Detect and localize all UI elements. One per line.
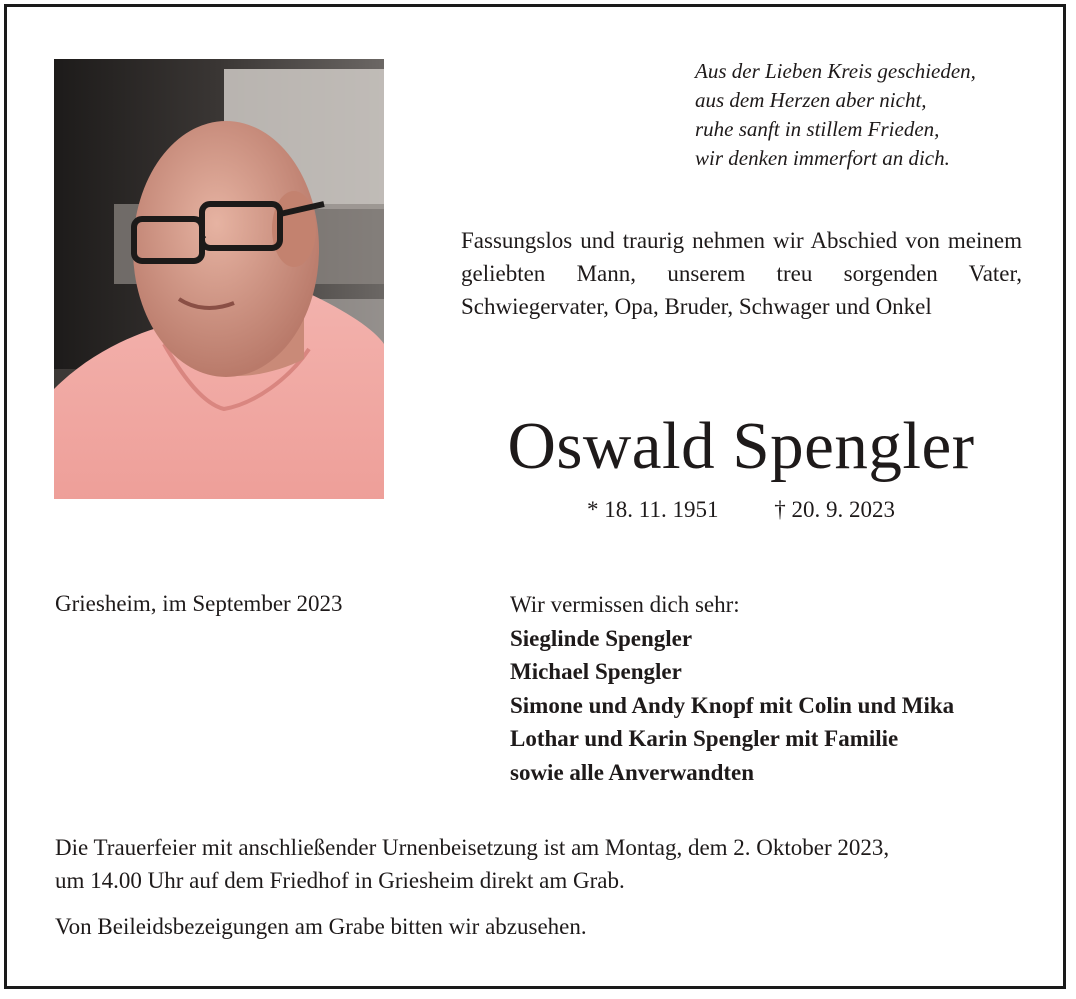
intro-text: Fassungslos und traurig nehmen wir Abschied von meinem geliebten Mann, unserem treu sorgenden Vater, Schwiegervater, Opa, Bruder, Schwager und Onkel (461, 228, 1022, 319)
ceremony-line: Die Trauerfeier mit anschließender Urnenbeisetzung ist am Montag, dem 2. Oktober 2023, (55, 835, 890, 860)
mourner-name: Sieglinde Spengler (510, 625, 693, 651)
portrait-illustration (54, 59, 384, 499)
portrait-photo (54, 59, 384, 499)
deceased-name: Oswald Spengler (507, 409, 975, 483)
poem-line: aus dem Herzen aber nicht, (695, 88, 927, 112)
ceremony-notice (55, 831, 1040, 897)
poem-line: Aus der Lieben Kreis geschieden, (695, 59, 976, 83)
place-date: Griesheim, im September 2023 (55, 591, 343, 616)
mourner-name: Simone und Andy Knopf mit Colin und Mika (510, 692, 955, 718)
ceremony-line: um 14.00 Uhr auf dem Friedhof in Griesheim direkt am Grab. (55, 868, 625, 893)
life-dates (460, 494, 1022, 526)
mourners-list (510, 588, 1050, 789)
memorial-poem (695, 57, 1055, 173)
mourners-lead: Wir vermissen dich sehr: (510, 592, 740, 617)
poem-line: wir denken immerfort an dich. (695, 146, 950, 170)
poem-line: ruhe sanft in stillem Frieden, (695, 117, 940, 141)
closing-note: Von Beileidsbezeigungen am Grabe bitten wir abzusehen. (55, 914, 587, 939)
mourner-name: Lothar und Karin Spengler mit Familie (510, 726, 899, 751)
mourner-name: Michael Spengler (510, 659, 682, 684)
mourner-name: sowie alle Anverwandten (510, 759, 755, 785)
death-date: † 20. 9. 2023 (774, 497, 895, 522)
birth-date: * 18. 11. 1951 (587, 497, 719, 522)
